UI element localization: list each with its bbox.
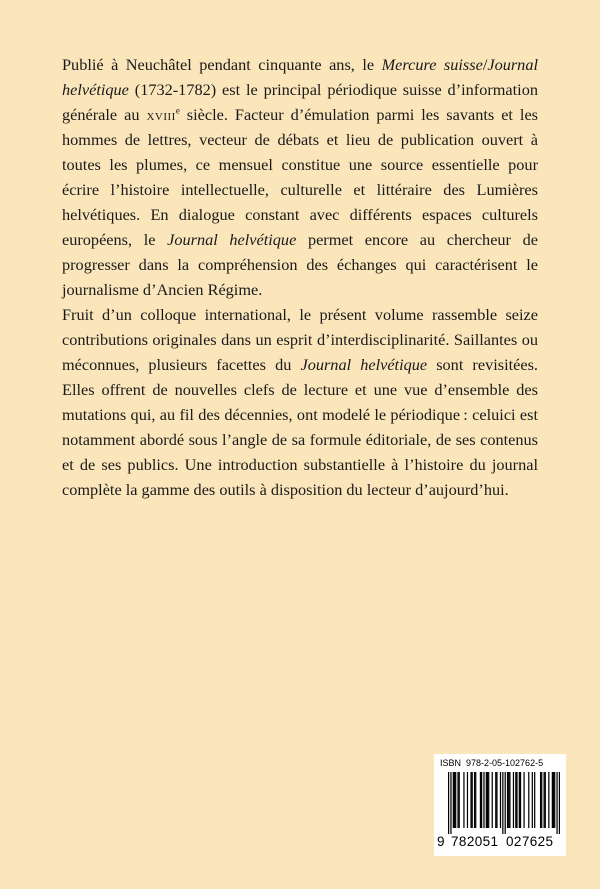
text-segment: sont revisitées. Elles offrent de nouvelles clefs de lecture et une vue d’ensemble des mutations qui, au fil des décennies, ont modelé le périodique : celuici est notamment abordé sous l’angle de sa formule éditoriale, de ses contenus et de ses publics. Une introduction substantielle à l’histoire du journal complète la gamme des outils à disposition du lecteur d’aujourd’hui.: [62, 355, 538, 499]
text-segment: Publié à Neuchâtel pendant cinquante ans, le: [62, 55, 382, 74]
barcode-bar: [495, 772, 496, 828]
barcode-bar: [463, 772, 464, 828]
barcode-bars: [448, 772, 560, 834]
barcode-guard-bar: [502, 772, 503, 834]
barcode-bar: [453, 772, 454, 828]
text-segment: Journal helvétique: [167, 230, 297, 249]
text-segment: siècle. Facteur d’émulation parmi les savants et les hommes de lettres, vecteur de débats et lieu de publication ouvert à toutes les plumes, ce mensuel constitue une source essentielle pour écrire l’histoire intellectuelle, culturelle et littéraire des Lumières helvétiques. En dialogue constant avec différents espaces culturels européens, le: [62, 105, 539, 249]
barcode-bar: [492, 772, 493, 828]
barcode-digit-first: 9: [437, 834, 445, 849]
barcode-digits-left: 782051: [451, 834, 499, 849]
barcode-bar: [488, 772, 489, 828]
barcode-bar: [534, 772, 535, 828]
barcode-bar: [487, 772, 488, 828]
barcode-bar: [540, 772, 541, 828]
text-segment: xviii: [146, 105, 176, 124]
barcode-bar: [480, 772, 481, 828]
barcode-bar: [507, 772, 508, 828]
text-segment: Journal helvétique: [300, 355, 428, 374]
barcode-bar: [545, 772, 546, 828]
barcode-bar: [543, 772, 544, 828]
barcode-bar: [548, 772, 549, 828]
barcode-bar: [554, 772, 555, 828]
barcode-guard-bar: [556, 772, 557, 834]
paragraph: [62, 52, 538, 302]
text-segment: /: [482, 55, 488, 74]
barcode-bar: [455, 772, 456, 828]
text-segment: e: [175, 105, 180, 116]
barcode-bar: [454, 772, 455, 828]
barcode-bar: [474, 772, 475, 828]
barcode-bar: [520, 772, 521, 828]
text-segment: (1732-1782) est le principal périodique suisse d’information générale au: [62, 80, 538, 124]
barcode-bar: [483, 772, 484, 828]
barcode-bar: [519, 772, 520, 828]
barcode-bar: [553, 772, 554, 828]
text-segment: Fruit d’un colloque international, le présent volume rassemble seize contributions originales dans un esprit d’interdisciplinarité. Saillantes ou méconnues, plusieurs facettes du: [62, 305, 538, 374]
isbn-number: 978-2-05-102762-5: [466, 758, 544, 768]
barcode-bar: [500, 772, 501, 828]
barcode-digits-right: 027625: [506, 834, 554, 849]
barcode-bar: [523, 772, 524, 828]
barcode-bar: [532, 772, 533, 828]
blurb-text: [62, 52, 538, 502]
barcode-bar: [508, 772, 509, 828]
barcode-bar: [528, 772, 529, 828]
barcode-bar: [470, 772, 471, 828]
barcode-bar: [481, 772, 482, 828]
barcode-guard-bar: [559, 772, 560, 834]
barcode-bar: [472, 772, 473, 828]
isbn-line: [440, 758, 543, 768]
barcode-bar: [486, 772, 487, 828]
barcode-guard-bar: [448, 772, 449, 834]
paragraph: [62, 302, 538, 502]
barcode-bar: [457, 772, 458, 828]
barcode-bar: [541, 772, 542, 828]
barcode-bar: [496, 772, 497, 828]
barcode-bar: [467, 772, 468, 828]
barcode-bar: [552, 772, 553, 828]
text-segment: permet encore au chercheur de progresser dans la compréhension des échanges qui caractérisent le journalisme d’Ancien Régime.: [62, 230, 538, 299]
barcode-guard-bar: [450, 772, 451, 834]
isbn-label: ISBN: [440, 758, 462, 768]
barcode-block: [434, 754, 566, 856]
barcode-guard-bar: [505, 772, 506, 834]
barcode-bar: [459, 772, 460, 828]
text-segment: Mercure suisse: [381, 55, 483, 74]
barcode-bar: [513, 772, 514, 828]
barcode-bar: [475, 772, 476, 828]
barcode-bar: [515, 772, 516, 828]
barcode-bar: [509, 772, 510, 828]
barcode-bar: [516, 772, 517, 828]
text-segment: Journal helvétique: [62, 55, 538, 99]
